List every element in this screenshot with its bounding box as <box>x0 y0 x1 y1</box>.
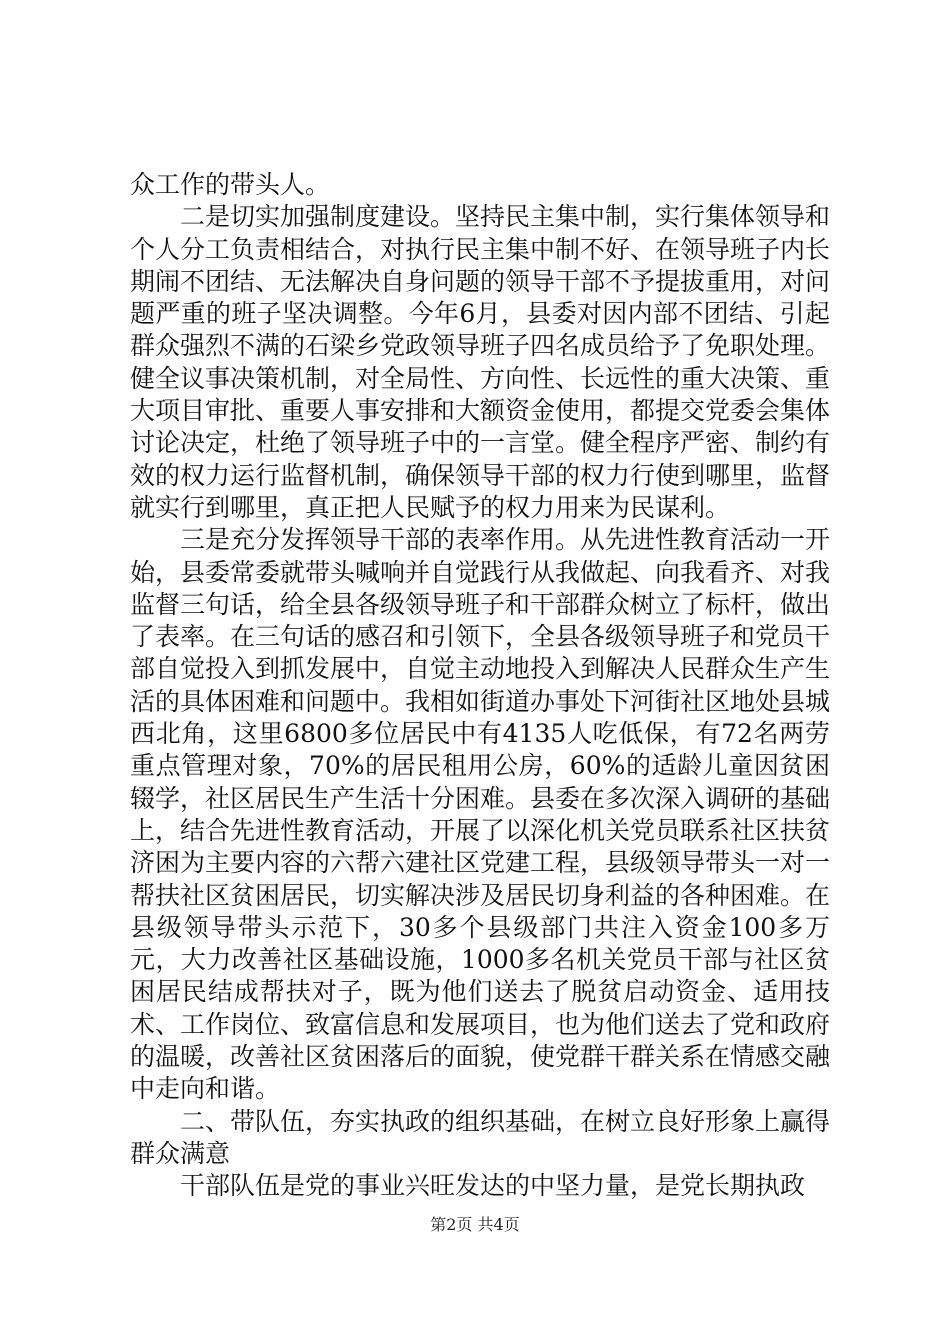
section-heading-team: 二、带队伍，夯实执政的组织基础，在树立良好形象上赢得群众满意 <box>130 1106 831 1168</box>
paragraph-cadre-team: 干部队伍是党的事业兴旺发达的中坚力量，是党长期执政 <box>180 1171 806 1201</box>
page-footer: 第2页 共4页 <box>430 1215 520 1234</box>
paragraph-institution-building: 二是切实加强制度建设。坚持民主集中制，实行集体领导和个人分工负责相结合，对执行民主集中制不好、在领导班子内长期闹不团结、无法解决自身问题的领导干部不予提拔重用，对问题严重的班子坚决调整。今年6月，县委对因内部不团结、引起群众强烈不满的石梁乡党政领导班子四名成员给予了免职处理。健全议事决策机制，对全局性、方向性、长远性的重大决策、重大项目审批、重要人事安排和大额资金使用，都提交党委会集体讨论决定，杜绝了领导班子中的一言堂。健全程序严密、制约有效的权力运行监督机制，确保领导干部的权力行使到哪里，监督就实行到哪里，真正把人民赋予的权力用来为民谋利。 <box>130 202 831 522</box>
document-body <box>130 169 830 1203</box>
paragraph-leadership-example: 三是充分发挥领导干部的表率作用。从先进性教育活动一开始，县委常委就带头喊响并自觉践行从我做起、向我看齐、对我监督三句话，给全县各级领导班子和干部群众树立了标杆，做出了表率。在三句话的感召和引领下，全县各级领导班子和党员干部自觉投入到抓发展中，自觉主动地投入到解决人民群众生产生活的具体困难和问题中。我相如街道办事处下河街社区地处县城西北角，这里6800多位居民中有4135人吃低保，有72名两劳重点管理对象，70%的居民租用公房，60%的适龄儿童因贫困辍学，社区居民生产生活十分困难。县委在多次深入调研的基础上，结合先进性教育活动，开展了以深化机关党员联系社区扶贫济困为主要内容的六帮六建社区党建工程，县级领导带头一对一帮扶社区贫困居民，切实解决涉及居民切身利益的各种困难。在县级领导带头示范下，30多个县级部门共注入资金100多万元，大力改善社区基础设施，1000多名机关党员干部与社区贫困居民结成帮扶对子，既为他们送去了脱贫启动资金、适用技术、工作岗位、致富信息和发展项目，也为他们送去了党和政府的温暖，改善社区贫困落后的面貌，使党群干群关系在情感交融中走向和谐。 <box>130 525 831 1104</box>
paragraph-continuation: 众工作的带头人。 <box>130 170 331 199</box>
